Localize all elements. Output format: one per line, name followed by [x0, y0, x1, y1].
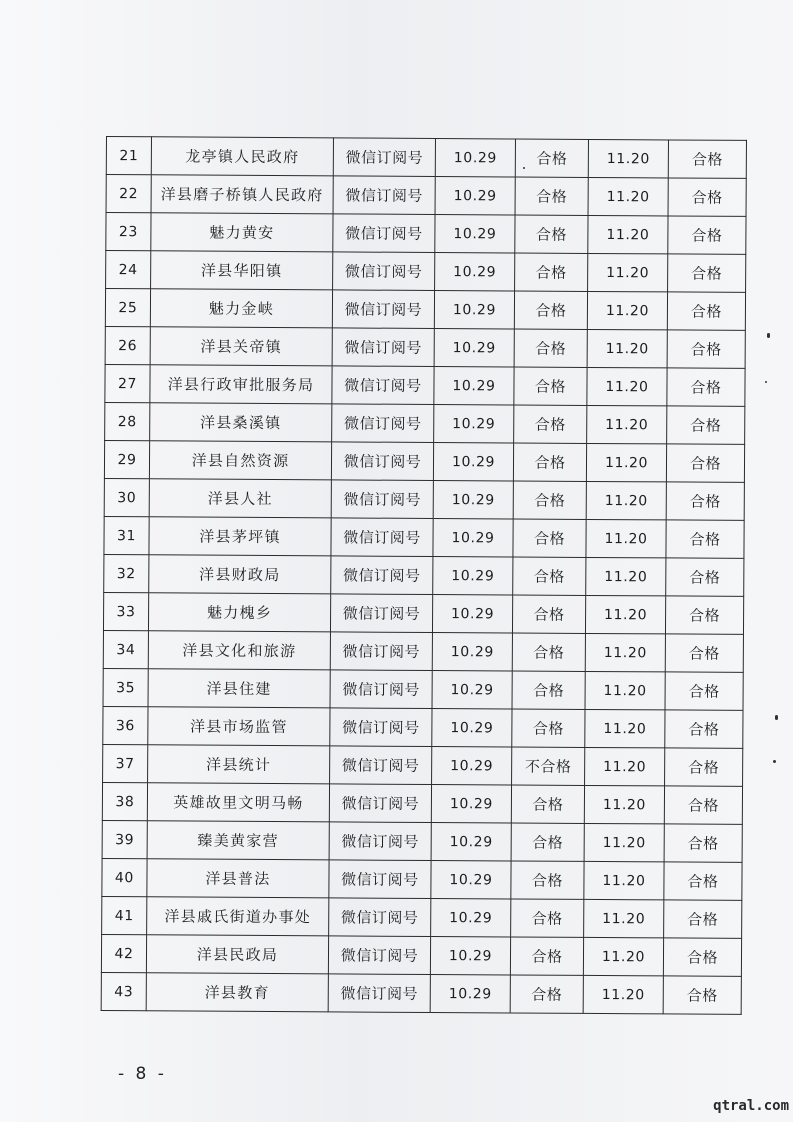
table-row	[103, 744, 743, 786]
cell-second-result: 合格	[666, 444, 744, 482]
cell-account-name: 洋县市场监管	[148, 707, 330, 746]
cell-second-check-date: 11.20	[586, 443, 666, 481]
cell-second-check-date: 11.20	[584, 785, 664, 823]
cell-second-result: 合格	[666, 558, 744, 596]
cell-second-result: 合格	[666, 520, 744, 558]
cell-account-name: 洋县关帝镇	[150, 327, 332, 366]
cell-account-type: 微信订阅号	[330, 746, 432, 785]
table-row	[103, 668, 743, 710]
cell-account-name: 洋县茅坪镇	[149, 517, 331, 556]
cell-number: 36	[103, 706, 148, 744]
cell-account-name: 洋县教育	[146, 973, 328, 1012]
cell-first-result: 合格	[515, 177, 588, 215]
cell-account-type: 微信订阅号	[332, 404, 434, 443]
cell-first-check-date: 10.29	[431, 823, 511, 861]
cell-second-check-date: 11.20	[588, 139, 668, 177]
cell-second-check-date: 11.20	[584, 899, 664, 937]
cell-account-name: 魅力金峡	[150, 289, 332, 328]
cell-second-result: 合格	[667, 330, 745, 368]
cell-account-type: 微信订阅号	[329, 822, 431, 861]
cell-account-name: 洋县普法	[147, 859, 329, 898]
cell-first-result: 合格	[513, 519, 586, 557]
cell-second-check-date: 11.20	[584, 823, 664, 861]
table-row	[104, 554, 744, 596]
table-row	[102, 858, 742, 900]
cell-account-type: 微信订阅号	[330, 594, 432, 633]
cell-second-check-date: 11.20	[585, 671, 665, 709]
cell-first-result: 合格	[512, 633, 585, 671]
cell-second-result: 合格	[665, 710, 743, 748]
cell-account-name: 洋县财政局	[149, 555, 331, 594]
cell-number: 32	[104, 554, 149, 592]
cell-number: 42	[101, 934, 146, 972]
cell-account-name: 洋县人社	[149, 479, 331, 518]
cell-account-name: 洋县行政审批服务局	[150, 365, 332, 404]
cell-first-result: 合格	[512, 671, 585, 709]
table-row	[103, 592, 743, 634]
cell-second-result: 合格	[664, 900, 742, 938]
cell-account-name: 洋县住建	[148, 669, 330, 708]
scan-speck	[767, 333, 770, 338]
cell-second-result: 合格	[667, 368, 745, 406]
cell-number: 27	[105, 364, 150, 402]
cell-second-result: 合格	[668, 178, 746, 216]
cell-first-check-date: 10.29	[433, 557, 513, 595]
cell-second-check-date: 11.20	[588, 215, 668, 253]
cell-account-type: 微信订阅号	[331, 442, 433, 481]
cell-first-result: 合格	[514, 367, 587, 405]
cell-account-name: 洋县统计	[148, 745, 330, 784]
cell-first-result: 合格	[513, 481, 586, 519]
cell-first-check-date: 10.29	[432, 633, 512, 671]
cell-first-check-date: 10.29	[432, 595, 512, 633]
cell-number: 28	[105, 402, 150, 440]
cell-second-check-date: 11.20	[586, 519, 666, 557]
table-row	[102, 820, 742, 862]
cell-number: 31	[104, 516, 149, 554]
cell-number: 23	[106, 213, 151, 251]
cell-first-check-date: 10.29	[434, 329, 514, 367]
cell-account-name: 魅力黄安	[151, 213, 333, 252]
cell-first-check-date: 10.29	[433, 443, 513, 481]
table-row	[104, 516, 744, 558]
table-row	[106, 175, 746, 217]
cell-second-result: 合格	[668, 254, 746, 292]
cell-second-check-date: 11.20	[587, 367, 667, 405]
cell-first-result: 合格	[513, 557, 586, 595]
cell-second-result: 合格	[665, 672, 743, 710]
cell-first-check-date: 10.29	[434, 367, 514, 405]
cell-first-result: 合格	[510, 937, 583, 975]
cell-first-check-date: 10.29	[435, 177, 515, 215]
cell-second-result: 合格	[664, 824, 742, 862]
cell-first-result: 合格	[514, 329, 587, 367]
cell-second-check-date: 11.20	[583, 937, 663, 975]
table-row	[105, 402, 745, 444]
inspection-table	[101, 136, 747, 1015]
watermark: qtral.com	[713, 1098, 789, 1114]
scan-speck	[523, 167, 525, 169]
cell-account-name: 魅力槐乡	[148, 593, 330, 632]
scan-speck	[775, 715, 778, 720]
cell-first-result: 合格	[511, 899, 584, 937]
cell-account-type: 微信订阅号	[333, 214, 435, 253]
cell-account-type: 微信订阅号	[328, 974, 430, 1013]
cell-account-name: 洋县自然资源	[149, 441, 331, 480]
cell-first-check-date: 10.29	[435, 253, 515, 291]
cell-first-result: 合格	[513, 443, 586, 481]
cell-second-result: 合格	[666, 482, 744, 520]
cell-account-type: 微信订阅号	[333, 252, 435, 291]
cell-first-result: 合格	[511, 785, 584, 823]
cell-account-type: 微信订阅号	[330, 632, 432, 671]
cell-first-result: 合格	[511, 861, 584, 899]
cell-account-name: 臻美黄家营	[147, 821, 329, 860]
cell-first-result: 合格	[515, 215, 588, 253]
cell-number: 26	[105, 326, 150, 364]
cell-first-check-date: 10.29	[431, 898, 511, 936]
cell-number: 37	[103, 744, 148, 782]
cell-account-name: 英雄故里文明马畅	[147, 783, 329, 822]
table-row	[101, 972, 741, 1014]
cell-first-check-date: 10.29	[430, 936, 510, 974]
table-body	[101, 137, 746, 1015]
cell-second-check-date: 11.20	[586, 557, 666, 595]
cell-first-result: 不合格	[512, 747, 585, 785]
cell-number: 29	[104, 440, 149, 478]
cell-account-type: 微信订阅号	[331, 518, 433, 557]
cell-first-result: 合格	[512, 709, 585, 747]
table-row	[105, 326, 745, 368]
cell-first-check-date: 10.29	[435, 139, 515, 177]
cell-second-check-date: 11.20	[585, 595, 665, 633]
cell-number: 22	[106, 175, 151, 213]
table-row	[102, 896, 742, 938]
cell-account-name: 洋县文化和旅游	[148, 631, 330, 670]
cell-first-check-date: 10.29	[430, 974, 510, 1012]
cell-first-check-date: 10.29	[434, 405, 514, 443]
cell-first-check-date: 10.29	[433, 481, 513, 519]
table-row	[103, 706, 743, 748]
cell-first-result: 合格	[512, 595, 585, 633]
cell-account-type: 微信订阅号	[333, 176, 435, 215]
cell-second-result: 合格	[667, 292, 745, 330]
table-row	[104, 440, 744, 482]
cell-first-result: 合格	[510, 975, 583, 1013]
cell-account-type: 微信订阅号	[329, 898, 431, 937]
cell-first-check-date: 10.29	[431, 785, 511, 823]
cell-first-result: 合格	[511, 823, 584, 861]
page-number: - 8 -	[118, 1064, 167, 1084]
cell-first-check-date: 10.29	[432, 671, 512, 709]
cell-account-name: 洋县民政局	[146, 935, 328, 974]
cell-account-name: 洋县华阳镇	[151, 251, 333, 290]
cell-first-result: 合格	[514, 405, 587, 443]
cell-first-check-date: 10.29	[434, 291, 514, 329]
cell-first-check-date: 10.29	[431, 860, 511, 898]
cell-account-name: 洋县磨子桥镇人民政府	[151, 175, 333, 214]
cell-account-type: 微信订阅号	[330, 708, 432, 747]
cell-account-name: 龙亭镇人民政府	[151, 137, 333, 176]
cell-second-check-date: 11.20	[588, 177, 668, 215]
cell-second-result: 合格	[668, 216, 746, 254]
cell-number: 39	[102, 820, 147, 858]
scan-speck	[773, 760, 776, 763]
cell-second-check-date: 11.20	[585, 747, 665, 785]
cell-number: 40	[102, 858, 147, 896]
cell-second-result: 合格	[663, 938, 741, 976]
cell-second-result: 合格	[668, 140, 746, 178]
cell-second-check-date: 11.20	[587, 329, 667, 367]
cell-first-check-date: 10.29	[435, 215, 515, 253]
cell-number: 33	[103, 592, 148, 630]
cell-second-check-date: 11.20	[586, 481, 666, 519]
cell-second-result: 合格	[664, 786, 742, 824]
cell-second-check-date: 11.20	[584, 861, 664, 899]
cell-account-type: 微信订阅号	[330, 670, 432, 709]
table-container	[101, 136, 746, 1016]
cell-second-check-date: 11.20	[585, 709, 665, 747]
cell-number: 30	[104, 478, 149, 516]
cell-second-check-date: 11.20	[585, 633, 665, 671]
cell-account-type: 微信订阅号	[332, 328, 434, 367]
table-row	[104, 478, 744, 520]
cell-account-type: 微信订阅号	[331, 556, 433, 595]
cell-number: 24	[106, 251, 151, 289]
cell-number: 34	[103, 630, 148, 668]
cell-number: 25	[105, 289, 150, 327]
cell-first-result: 合格	[515, 139, 588, 177]
table-row	[106, 137, 746, 179]
cell-account-type: 微信订阅号	[332, 366, 434, 405]
table-row	[101, 934, 741, 976]
cell-second-result: 合格	[665, 596, 743, 634]
cell-second-check-date: 11.20	[583, 975, 663, 1013]
table-row	[103, 630, 743, 672]
table-row	[105, 289, 745, 331]
cell-account-name: 洋县桑溪镇	[150, 403, 332, 442]
cell-number: 43	[101, 972, 146, 1010]
cell-number: 41	[102, 896, 147, 934]
cell-number: 38	[102, 782, 147, 820]
cell-second-check-date: 11.20	[587, 405, 667, 443]
cell-second-result: 合格	[665, 634, 743, 672]
scan-speck	[765, 381, 767, 383]
cell-second-check-date: 11.20	[587, 291, 667, 329]
cell-first-check-date: 10.29	[433, 519, 513, 557]
table-row	[102, 782, 742, 824]
cell-account-type: 微信订阅号	[329, 784, 431, 823]
table-row	[106, 213, 746, 255]
cell-second-result: 合格	[665, 748, 743, 786]
cell-account-type: 微信订阅号	[329, 860, 431, 899]
table-row	[106, 251, 746, 293]
cell-first-result: 合格	[514, 291, 587, 329]
cell-account-type: 微信订阅号	[331, 480, 433, 519]
cell-account-type: 微信订阅号	[333, 138, 435, 177]
cell-first-check-date: 10.29	[432, 709, 512, 747]
cell-second-result: 合格	[663, 976, 741, 1014]
table-row	[105, 364, 745, 406]
cell-account-type: 微信订阅号	[328, 936, 430, 975]
cell-account-name: 洋县戚氏街道办事处	[147, 897, 329, 936]
cell-account-type: 微信订阅号	[332, 290, 434, 329]
cell-second-result: 合格	[664, 862, 742, 900]
cell-number: 21	[106, 137, 151, 175]
cell-second-result: 合格	[667, 406, 745, 444]
cell-first-check-date: 10.29	[432, 747, 512, 785]
cell-first-result: 合格	[515, 253, 588, 291]
cell-second-check-date: 11.20	[588, 253, 668, 291]
cell-number: 35	[103, 668, 148, 706]
